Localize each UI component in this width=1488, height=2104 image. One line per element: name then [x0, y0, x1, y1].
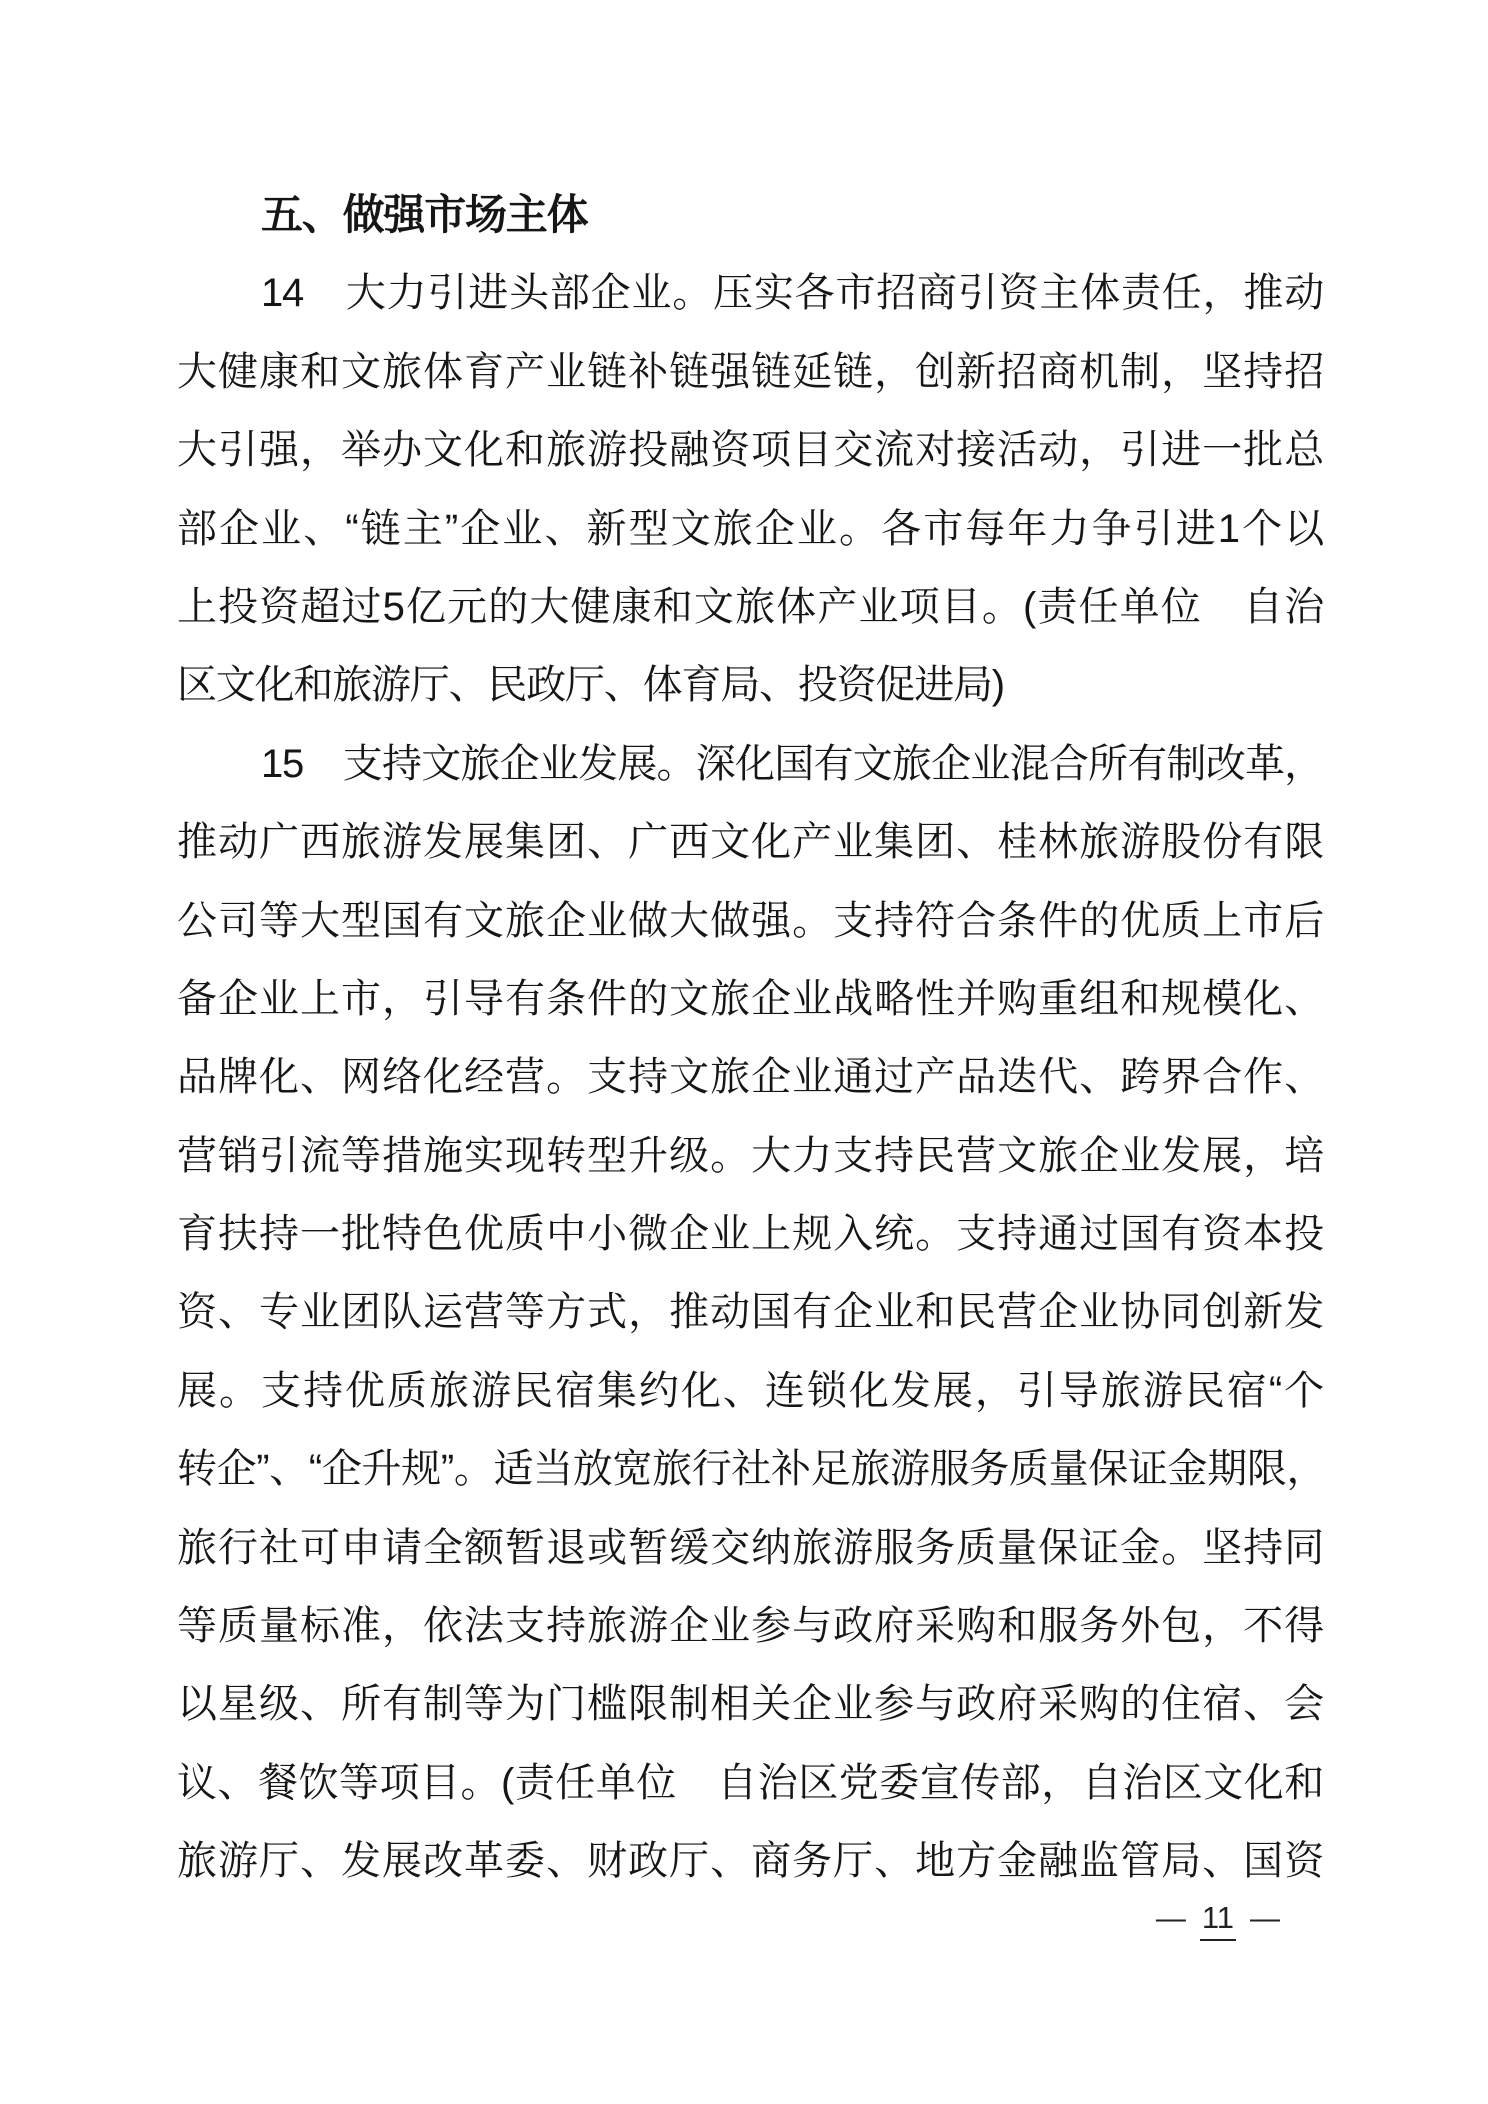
- text-line: 转企”、“企升规”。适当放宽旅行社补足旅游服务质量保证金期限，: [177, 1447, 1323, 1492]
- text-line: 旅游厅、发展改革委、财政厅、商务厅、地方金融监管局、国资: [177, 1839, 1323, 1884]
- text-line: 区文化和旅游厅、民政厅、体育局、投资促进局): [177, 663, 1004, 708]
- document-body: [177, 176, 1323, 1901]
- page-number-right-dash: —: [1250, 1902, 1280, 1935]
- text-line: 15 支持文旅企业发展。深化国有文旅企业混合所有制改革，: [261, 741, 1323, 786]
- text-line: 公司等大型国有文旅企业做大做强。支持符合条件的优质上市后: [177, 898, 1323, 943]
- text-line: 等质量标准，依法支持旅游企业参与政府采购和服务外包，不得: [177, 1604, 1323, 1649]
- text-line: 大健康和文旅体育产业链补链强链延链，创新招商机制，坚持招: [177, 349, 1323, 394]
- page-number-left-dash: —: [1155, 1902, 1186, 1935]
- text-line: 展。支持优质旅游民宿集约化、连锁化发展，引导旅游民宿“个: [177, 1368, 1323, 1413]
- text-line: 议、餐饮等项目。(责任单位 自治区党委宣传部，自治区文化和: [177, 1760, 1323, 1805]
- section-heading: 五、做强市场主体: [261, 191, 588, 238]
- text-line: 资、专业团队运营等方式，推动国有企业和民营企业协同创新发: [177, 1290, 1323, 1335]
- page-number: [1156, 1898, 1280, 1941]
- text-line: 大引强，举办文化和旅游投融资项目交流对接活动，引进一批总: [177, 428, 1323, 473]
- text-line: 上投资超过5亿元的大健康和文旅体产业项目。(责任单位 自治: [177, 584, 1323, 629]
- text-line: 营销引流等措施实现转型升级。大力支持民营文旅企业发展，培: [177, 1133, 1323, 1178]
- text-line: 育扶持一批特色优质中小微企业上规入统。支持通过国有资本投: [177, 1212, 1323, 1257]
- text-line: 品牌化、网络化经营。支持文旅企业通过产品迭代、跨界合作、: [177, 1055, 1323, 1100]
- text-line: 14 大力引进头部企业。压实各市招商引资主体责任，推动: [261, 271, 1323, 316]
- text-line: 部企业、“链主”企业、新型文旅企业。各市每年力争引进1个以: [177, 506, 1323, 551]
- text-line: 推动广西旅游发展集团、广西文化产业集团、桂林旅游股份有限: [177, 820, 1323, 865]
- text-line: 以星级、所有制等为门槛限制相关企业参与政府采购的住宿、会: [177, 1682, 1323, 1727]
- page-number-value: 11: [1200, 1898, 1236, 1941]
- text-line: 备企业上市，引导有条件的文旅企业战略性并购重组和规模化、: [177, 976, 1323, 1021]
- text-line: 旅行社可申请全额暂退或暂缓交纳旅游服务质量保证金。坚持同: [177, 1525, 1323, 1570]
